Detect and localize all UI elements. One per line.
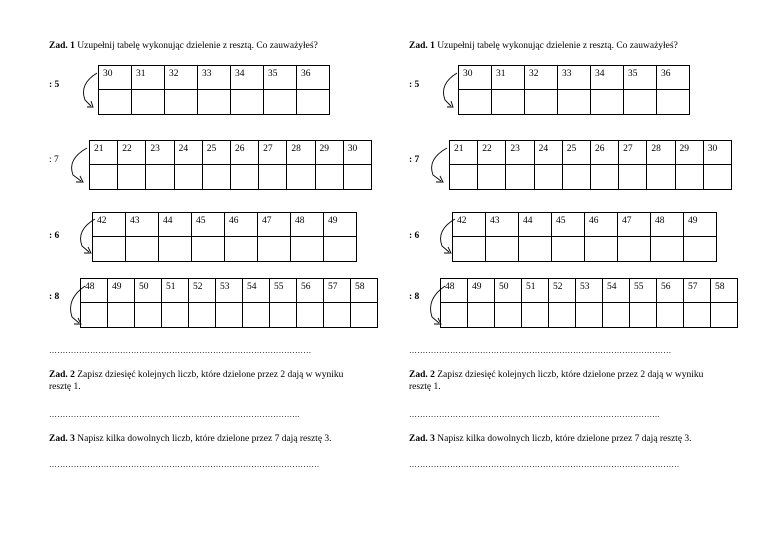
number-cell: 52 xyxy=(189,279,216,303)
answer-cell[interactable] xyxy=(703,165,731,190)
zad1-instruction: Zad. 1 Uzupełnij tabelę wykonując dzielenie z resztą. Co zauważyłeś? xyxy=(409,41,678,51)
number-cell: 49 xyxy=(468,279,495,303)
number-cell: 52 xyxy=(549,279,576,303)
zad3-instruction: Zad. 3 Napisz kilka dowolnych liczb, które dzielone przez 7 dają resztę 3. xyxy=(49,434,332,444)
number-cell: 42 xyxy=(93,213,126,237)
number-cell: 30 xyxy=(343,141,371,165)
answer-cell[interactable] xyxy=(174,165,202,190)
zad3-instruction: Zad. 3 Napisz kilka dowolnych liczb, które dzielone przez 7 dają resztę 3. xyxy=(409,434,692,444)
number-cell: 32 xyxy=(165,66,198,90)
answer-cell[interactable] xyxy=(351,303,378,328)
table-divide-7 xyxy=(449,140,732,190)
answer-dotted-line[interactable]: ……………………………………………………………………………….. xyxy=(409,410,660,419)
worksheet-right xyxy=(409,0,749,543)
divisor-5-label: : 5 xyxy=(409,80,420,90)
answer-cell[interactable] xyxy=(506,165,534,190)
number-cell: 53 xyxy=(216,279,243,303)
answer-cell[interactable] xyxy=(519,237,552,262)
divisor-7-label: : 7 xyxy=(49,155,59,165)
number-cell: 36 xyxy=(297,66,330,90)
number-cell: 58 xyxy=(711,279,738,303)
number-cell: 55 xyxy=(630,279,657,303)
answer-cell[interactable] xyxy=(230,165,258,190)
number-cell: 24 xyxy=(174,141,202,165)
divisor-8-label: : 8 xyxy=(49,292,60,302)
number-cell: 30 xyxy=(459,66,492,90)
number-cell: 30 xyxy=(99,66,132,90)
answer-cell[interactable] xyxy=(552,237,585,262)
number-cell: 54 xyxy=(603,279,630,303)
number-cell: 46 xyxy=(225,213,258,237)
answer-cell[interactable] xyxy=(450,165,478,190)
number-cell: 27 xyxy=(619,141,647,165)
number-cell: 56 xyxy=(657,279,684,303)
answer-cell[interactable] xyxy=(468,303,495,328)
number-cell: 33 xyxy=(558,66,591,90)
number-cell: 34 xyxy=(591,66,624,90)
answer-cell[interactable] xyxy=(657,303,684,328)
number-cell: 35 xyxy=(624,66,657,90)
number-cell: 45 xyxy=(552,213,585,237)
answer-cell[interactable] xyxy=(198,90,231,115)
answer-cell[interactable] xyxy=(534,165,562,190)
table-divide-8 xyxy=(80,278,378,328)
number-cell: 50 xyxy=(135,279,162,303)
answer-cell[interactable] xyxy=(630,303,657,328)
number-cell: 22 xyxy=(118,141,146,165)
answer-cell[interactable] xyxy=(189,303,216,328)
answer-cell[interactable] xyxy=(270,303,297,328)
answer-cell[interactable] xyxy=(657,90,690,115)
number-cell: 21 xyxy=(450,141,478,165)
answer-dotted-line[interactable]: ……………………………………………………………………………….. xyxy=(49,410,300,419)
number-cell: 47 xyxy=(618,213,651,237)
answer-cell[interactable] xyxy=(590,165,618,190)
answer-cell[interactable] xyxy=(297,90,330,115)
answer-cell[interactable] xyxy=(619,165,647,190)
number-cell: 23 xyxy=(506,141,534,165)
number-cell: 23 xyxy=(146,141,174,165)
answer-cell[interactable] xyxy=(108,303,135,328)
number-cell: 46 xyxy=(585,213,618,237)
number-cell: 55 xyxy=(270,279,297,303)
answer-cell[interactable] xyxy=(192,237,225,262)
number-cell: 56 xyxy=(297,279,324,303)
answer-cell[interactable] xyxy=(647,165,675,190)
number-cell: 29 xyxy=(315,141,343,165)
number-cell: 43 xyxy=(126,213,159,237)
answer-cell[interactable] xyxy=(162,303,189,328)
answer-cell[interactable] xyxy=(132,90,165,115)
answer-cell[interactable] xyxy=(81,303,108,328)
number-cell: 58 xyxy=(351,279,378,303)
number-cell: 43 xyxy=(486,213,519,237)
number-cell: 22 xyxy=(478,141,506,165)
answer-cell[interactable] xyxy=(711,303,738,328)
number-cell: 42 xyxy=(453,213,486,237)
answer-cell[interactable] xyxy=(259,165,287,190)
number-cell: 48 xyxy=(291,213,324,237)
number-cell: 51 xyxy=(162,279,189,303)
answer-cell[interactable] xyxy=(585,237,618,262)
number-cell: 47 xyxy=(258,213,291,237)
divisor-8-label: : 8 xyxy=(409,292,420,302)
number-cell: 29 xyxy=(675,141,703,165)
number-cell: 51 xyxy=(522,279,549,303)
number-cell: 28 xyxy=(647,141,675,165)
number-cell: 31 xyxy=(132,66,165,90)
divisor-6-label: : 6 xyxy=(409,231,420,241)
answer-cell[interactable] xyxy=(165,90,198,115)
number-cell: 49 xyxy=(324,213,357,237)
number-cell: 31 xyxy=(492,66,525,90)
answer-cell[interactable] xyxy=(264,90,297,115)
number-cell: 26 xyxy=(590,141,618,165)
number-cell: 25 xyxy=(202,141,230,165)
answer-cell[interactable] xyxy=(603,303,630,328)
number-cell: 48 xyxy=(81,279,108,303)
number-cell: 32 xyxy=(525,66,558,90)
number-cell: 30 xyxy=(703,141,731,165)
number-cell: 35 xyxy=(264,66,297,90)
answer-cell[interactable] xyxy=(90,165,118,190)
answer-cell[interactable] xyxy=(478,165,506,190)
number-cell: 48 xyxy=(651,213,684,237)
number-cell: 24 xyxy=(534,141,562,165)
answer-dotted-line[interactable]: …………………………………………………………………………………… xyxy=(49,346,312,355)
answer-cell[interactable] xyxy=(118,165,146,190)
answer-cell[interactable] xyxy=(99,90,132,115)
number-cell: 26 xyxy=(230,141,258,165)
number-cell: 48 xyxy=(441,279,468,303)
table-divide-5 xyxy=(458,65,690,115)
zad1-instruction: Zad. 1 Uzupełnij tabelę wykonując dzielenie z resztą. Co zauważyłeś? xyxy=(49,41,318,51)
table-divide-7 xyxy=(89,140,372,190)
number-cell: 33 xyxy=(198,66,231,90)
answer-cell[interactable] xyxy=(93,237,126,262)
answer-cell[interactable] xyxy=(684,303,711,328)
table-divide-6 xyxy=(92,212,357,262)
answer-cell[interactable] xyxy=(495,303,522,328)
worksheet-left xyxy=(49,0,389,543)
answer-cell[interactable] xyxy=(486,237,519,262)
answer-cell[interactable] xyxy=(126,237,159,262)
divisor-7-label: : 7 xyxy=(409,155,420,165)
answer-cell[interactable] xyxy=(258,237,291,262)
number-cell: 57 xyxy=(684,279,711,303)
answer-cell[interactable] xyxy=(459,90,492,115)
answer-cell[interactable] xyxy=(315,165,343,190)
answer-cell[interactable] xyxy=(324,237,357,262)
number-cell: 45 xyxy=(192,213,225,237)
answer-cell[interactable] xyxy=(291,237,324,262)
answer-cell[interactable] xyxy=(202,165,230,190)
table-divide-8 xyxy=(440,278,738,328)
answer-cell[interactable] xyxy=(591,90,624,115)
answer-cell[interactable] xyxy=(297,303,324,328)
answer-cell[interactable] xyxy=(549,303,576,328)
number-cell: 25 xyxy=(562,141,590,165)
answer-cell[interactable] xyxy=(522,303,549,328)
divisor-5-label: : 5 xyxy=(49,80,60,90)
answer-cell[interactable] xyxy=(441,303,468,328)
zad2-instruction: Zad. 2 Zapisz dziesięć kolejnych liczb, które dzielone przez 2 dają w wyniku resztę 1. xyxy=(409,370,704,392)
answer-cell[interactable] xyxy=(618,237,651,262)
answer-cell[interactable] xyxy=(651,237,684,262)
number-cell: 21 xyxy=(90,141,118,165)
table-divide-6 xyxy=(452,212,717,262)
answer-cell[interactable] xyxy=(231,90,264,115)
number-cell: 36 xyxy=(657,66,690,90)
answer-cell[interactable] xyxy=(675,165,703,190)
answer-cell[interactable] xyxy=(146,165,174,190)
answer-cell[interactable] xyxy=(343,165,371,190)
answer-cell[interactable] xyxy=(287,165,315,190)
number-cell: 54 xyxy=(243,279,270,303)
table-divide-5 xyxy=(98,65,330,115)
zad2-instruction: Zad. 2 Zapisz dziesięć kolejnych liczb, które dzielone przez 2 dają w wyniku resztę 1. xyxy=(49,370,344,392)
number-cell: 28 xyxy=(287,141,315,165)
number-cell: 27 xyxy=(259,141,287,165)
answer-dotted-line[interactable]: ……………………………………………………………………………………… xyxy=(49,460,320,469)
number-cell: 34 xyxy=(231,66,264,90)
answer-cell[interactable] xyxy=(558,90,591,115)
answer-cell[interactable] xyxy=(135,303,162,328)
answer-cell[interactable] xyxy=(225,237,258,262)
answer-cell[interactable] xyxy=(159,237,192,262)
answer-cell[interactable] xyxy=(576,303,603,328)
answer-cell[interactable] xyxy=(562,165,590,190)
answer-cell[interactable] xyxy=(243,303,270,328)
answer-cell[interactable] xyxy=(453,237,486,262)
answer-cell[interactable] xyxy=(492,90,525,115)
number-cell: 49 xyxy=(684,213,717,237)
number-cell: 50 xyxy=(495,279,522,303)
number-cell: 49 xyxy=(108,279,135,303)
answer-cell[interactable] xyxy=(684,237,717,262)
divisor-6-label: : 6 xyxy=(49,231,60,241)
number-cell: 44 xyxy=(519,213,552,237)
answer-cell[interactable] xyxy=(624,90,657,115)
answer-dotted-line[interactable]: ……………………………………………………………………………………… xyxy=(409,460,680,469)
number-cell: 53 xyxy=(576,279,603,303)
number-cell: 57 xyxy=(324,279,351,303)
answer-dotted-line[interactable]: …………………………………………………………………………………… xyxy=(409,346,672,355)
answer-cell[interactable] xyxy=(324,303,351,328)
answer-cell[interactable] xyxy=(216,303,243,328)
number-cell: 44 xyxy=(159,213,192,237)
answer-cell[interactable] xyxy=(525,90,558,115)
